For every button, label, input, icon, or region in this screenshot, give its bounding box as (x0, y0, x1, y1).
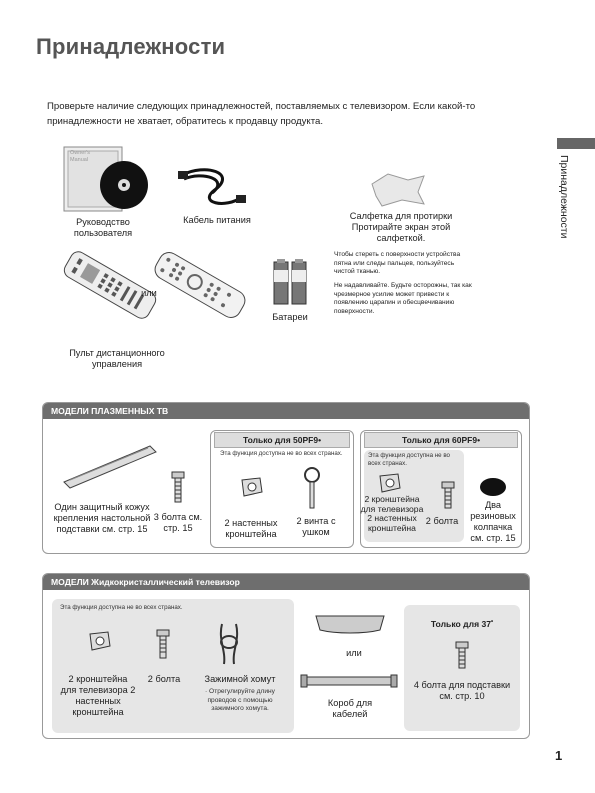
side-tab-marker (557, 138, 595, 149)
only60-title: Только для 60PF9• (364, 432, 518, 448)
only37-bolts: 4 болта для подставки см. стр. 10 (413, 680, 511, 701)
only60-bolts: 2 болта (425, 516, 459, 526)
power-cable-caption: Кабель питания (183, 215, 251, 225)
cable-or-label: или (346, 648, 362, 658)
cable-clamp-icon (216, 620, 242, 666)
only50-note: Эта функция доступна не во всех странах. (220, 450, 343, 457)
cable-cover-curved-icon (314, 612, 386, 636)
lcd-brackets: 2 кронштейна для телевизора 2 настенных кронштейна (60, 674, 136, 717)
lcd-header: МОДЕЛИ Жидкокристаллический телевизор (43, 574, 529, 590)
manual-caption: Руководство пользователя (73, 217, 133, 238)
remote-or-label: или (141, 288, 157, 298)
only50-brackets: 2 настенных кронштейна (224, 518, 278, 539)
clamp-note: · Отрегулируйте длину проводов с помощью зажимного хомута. (205, 688, 275, 712)
only37-title-text: Только для 37 (430, 619, 492, 629)
bolts3-caption: 3 болта см. стр. 15 (153, 512, 203, 533)
remote-1-icon (60, 235, 160, 335)
cloth-note-1: Чтобы стереть с поверхности устройства пятна или следы пальцев, пользуйтесь чистой тканью. (334, 251, 461, 275)
intro-text: Проверьте наличие следующих принадлежностей, поставляемых с телевизором. Если какой-то принадлежности не хватает, обратитесь к продавцу продукта. (47, 101, 476, 127)
remote-caption: Пульт дистанционного управления (69, 348, 165, 369)
bolt-icon (155, 628, 171, 660)
side-tab-label: Принадлежности (558, 155, 570, 239)
page-number: 1 (555, 748, 563, 763)
eye-screw-icon (302, 466, 322, 510)
stand-cover-icon (60, 440, 160, 490)
cable-cover-straight-icon (300, 672, 398, 690)
only60-caps: Два резиновых колпачка см. стр. 15 (470, 500, 516, 543)
cloth-note-2: Не надавливайте. Будьте осторожны, так как чрезмерное усилие может привести к появлению царапин и обесцвечиванию поверхности. (334, 282, 472, 315)
only37-title (404, 619, 520, 629)
bolt-icon (454, 640, 470, 670)
cloth-caption: Салфетка для протирки Протирайте экран этой салфеткой. (349, 211, 453, 243)
rubber-cap-icon (478, 476, 508, 498)
power-cable-icon (176, 165, 248, 213)
remote-2-icon (150, 235, 250, 335)
lcd-bolts2: 2 болта (147, 674, 181, 684)
only50-screws: 2 винта с ушком (296, 516, 336, 537)
page-title: Принадлежности (36, 34, 226, 59)
stand-cover-caption: Один защитный кожух крепления настольной подставки см. стр. 15 (53, 502, 151, 534)
tv-bracket-icon (376, 470, 404, 496)
clamp-caption: Зажимной хомут (204, 674, 276, 684)
lcd-note: Эта функция доступна не во всех странах. (60, 604, 183, 611)
cable-box-caption: Короб для кабелей (327, 698, 373, 719)
tv-bracket-icon (86, 628, 114, 654)
only60-note: Эта функция доступна не во всех странах. (368, 452, 450, 467)
batteries-icon (272, 258, 308, 306)
bolt-icon (440, 480, 456, 510)
only60-brackets: 2 кронштейна для телевизора 2 настенных кронштейна (360, 494, 424, 533)
only37-star: • (491, 619, 494, 625)
only50-title: Только для 50PF9• (214, 432, 350, 448)
cloth-icon (368, 170, 428, 210)
wall-bracket-icon (238, 474, 266, 500)
bolt-icon (170, 470, 186, 504)
manual-cover-text: Owner's Manual (70, 150, 90, 163)
batteries-caption: Батареи (272, 312, 308, 322)
plasma-header: МОДЕЛИ ПЛАЗМЕННЫХ ТВ (43, 403, 529, 419)
